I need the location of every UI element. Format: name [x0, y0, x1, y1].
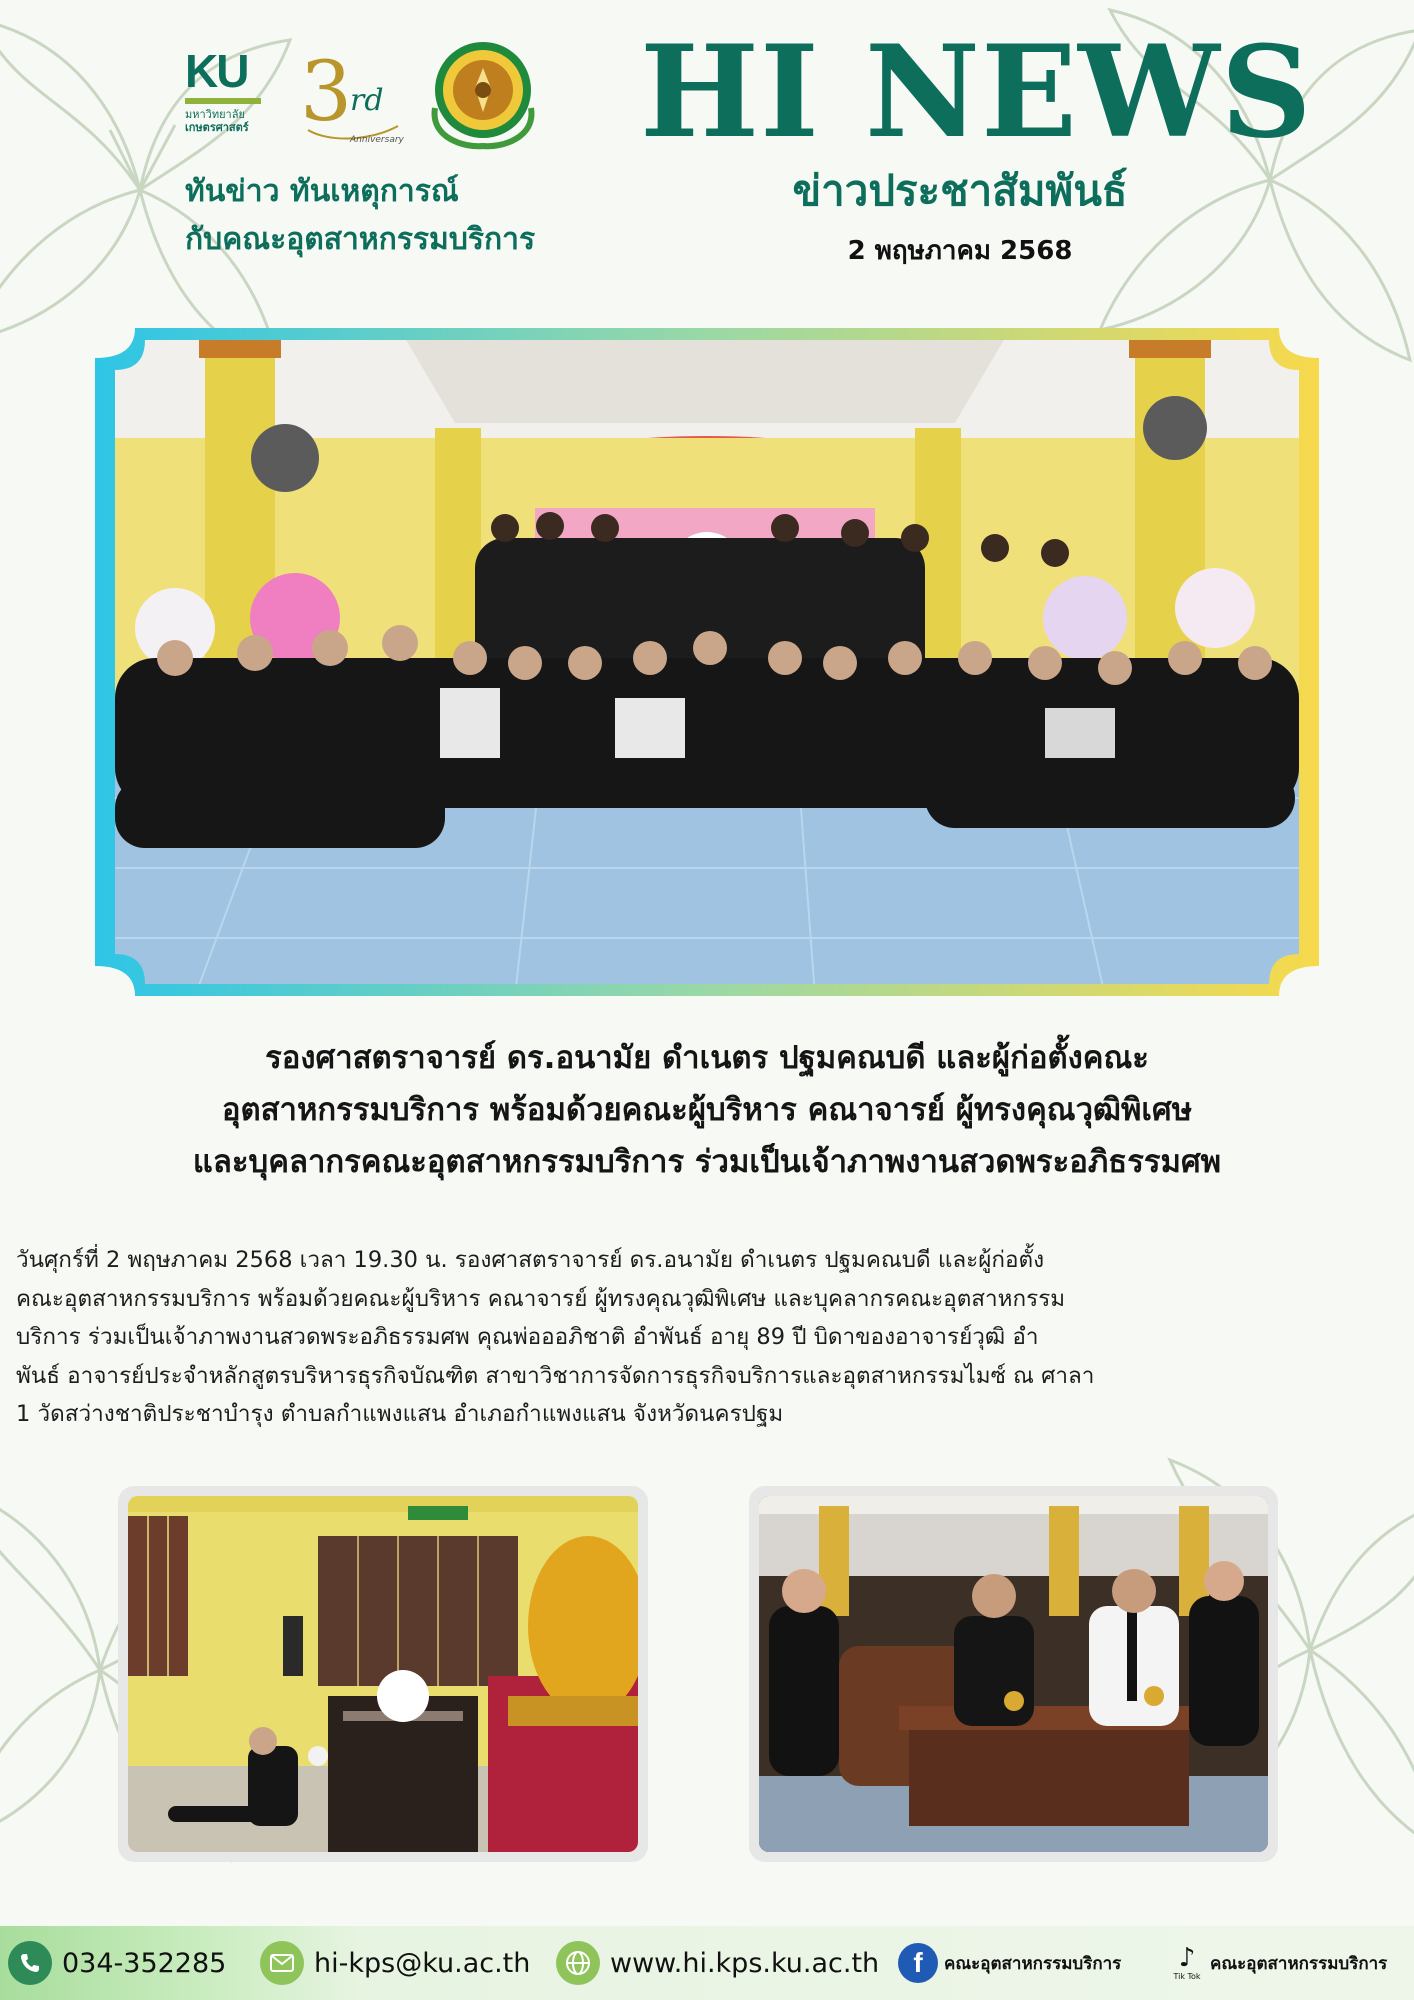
tagline-line-2: กับคณะอุตสาหกรรมบริการ: [185, 222, 536, 257]
body-line-1: วันศุกร์ที่ 2 พฤษภาคม 2568 เวลา 19.30 น. รองศาสตราจารย์ ดร.อนามัย ดำเนตร ปฐมคณบดี และผู้ก่อตั้ง: [16, 1247, 1045, 1273]
facebook-icon: f: [898, 1943, 938, 1983]
tiktok-icon: ♪ Tik Tok: [1173, 1943, 1201, 1981]
phone-number: 034-352285: [62, 1947, 227, 1979]
anniversary-word: Anniversary: [350, 135, 404, 145]
ku-logo-mark: KU: [185, 45, 248, 97]
photo-ritual-offering: [128, 1496, 638, 1852]
email-address: hi-kps@ku.ac.th: [314, 1947, 531, 1979]
footer-facebook[interactable]: [898, 1938, 1121, 1988]
anniversary-logo: [288, 38, 408, 153]
logo-group: [185, 38, 565, 153]
headline-line-3: และบุคลากรคณะอุตสาหกรรมบริการ ร่วมเป็นเจ้าภาพงานสวดพระอภิธรรมศพ: [192, 1144, 1222, 1180]
anniversary-suffix: rd: [350, 83, 384, 118]
issue-date: 2 พฤษภาคม 2568: [847, 236, 1073, 266]
footer-tiktok[interactable]: [1170, 1938, 1387, 1988]
globe-icon: [556, 1941, 600, 1985]
tagline: [185, 168, 605, 264]
main-photo-frame: [95, 328, 1319, 996]
tiktok-account-name: คณะอุตสาหกรรมบริการ: [1210, 1953, 1388, 1974]
ku-logo-text: มหาวิทยาลัย เกษตรศาสตร์: [185, 108, 249, 134]
footer-email[interactable]: [260, 1938, 530, 1988]
footer-website[interactable]: [556, 1938, 879, 1988]
body-line-2: คณะอุตสาหกรรมบริการ พร้อมด้วยคณะผู้บริหาร คณาจารย์ ผู้ทรงคุณวุฒิพิเศษ และบุคลากรคณะอุตสาหกรรม: [16, 1285, 1066, 1312]
faculty-seal-logo: [425, 38, 541, 150]
photo-frame-right: [749, 1486, 1278, 1862]
main-group-photo: [95, 328, 1319, 996]
section-title: ข่าวประชาสัมพันธ์: [792, 166, 1128, 215]
email-icon: [260, 1941, 304, 1985]
tiktok-caption: Tik Tok: [1173, 1972, 1201, 1981]
masthead-title: HI NEWS: [640, 18, 1313, 166]
headline-line-1: รองศาสตราจารย์ ดร.อนามัย ดำเนตร ปฐมคณบดี และผู้ก่อตั้งคณะ: [265, 1040, 1149, 1076]
body-line-5: 1 วัดสว่างชาติประชาบำรุง ตำบลกำแพงแสน อำเภอกำแพงแสน จังหวัดนครปฐม: [16, 1401, 784, 1427]
body-line-4: พันธ์ อาจารย์ประจำหลักสูตรบริหารธุรกิจบัณฑิต สาขาวิชาการจัดการธุรกิจบริการและอุตสาหกรรมไมซ์ ณ ศาลา: [16, 1362, 1095, 1389]
website-url: www.hi.kps.ku.ac.th: [610, 1947, 880, 1979]
facebook-page-name: คณะอุตสาหกรรมบริการ: [944, 1953, 1122, 1974]
phone-icon: [8, 1941, 52, 1985]
contact-footer: [0, 1926, 1414, 2000]
tagline-line-1: ทันข่าว ทันเหตุการณ์: [185, 174, 459, 209]
headline: [10, 1032, 1404, 1188]
headline-line-2: อุตสาหกรรมบริการ พร้อมด้วยคณะผู้บริหาร คณาจารย์ ผู้ทรงคุณวุฒิพิเศษ: [221, 1092, 1193, 1128]
photo-pouring-water: [759, 1496, 1268, 1852]
masthead: [640, 18, 1313, 271]
article-body: [16, 1241, 1400, 1434]
ku-logo: [185, 45, 265, 143]
footer-phone[interactable]: [8, 1938, 226, 1988]
body-line-3: บริการ ร่วมเป็นเจ้าภาพงานสวดพระอภิธรรมศพ คุณพ่อออภิชาติ อำพันธ์ อายุ 89 ปี บิดาของอาจารย์วุฒิ อำ: [16, 1324, 1039, 1350]
photo-frame-left: [118, 1486, 648, 1862]
anniversary-number: 3: [300, 45, 353, 140]
ku-logo-bar: [185, 98, 261, 104]
